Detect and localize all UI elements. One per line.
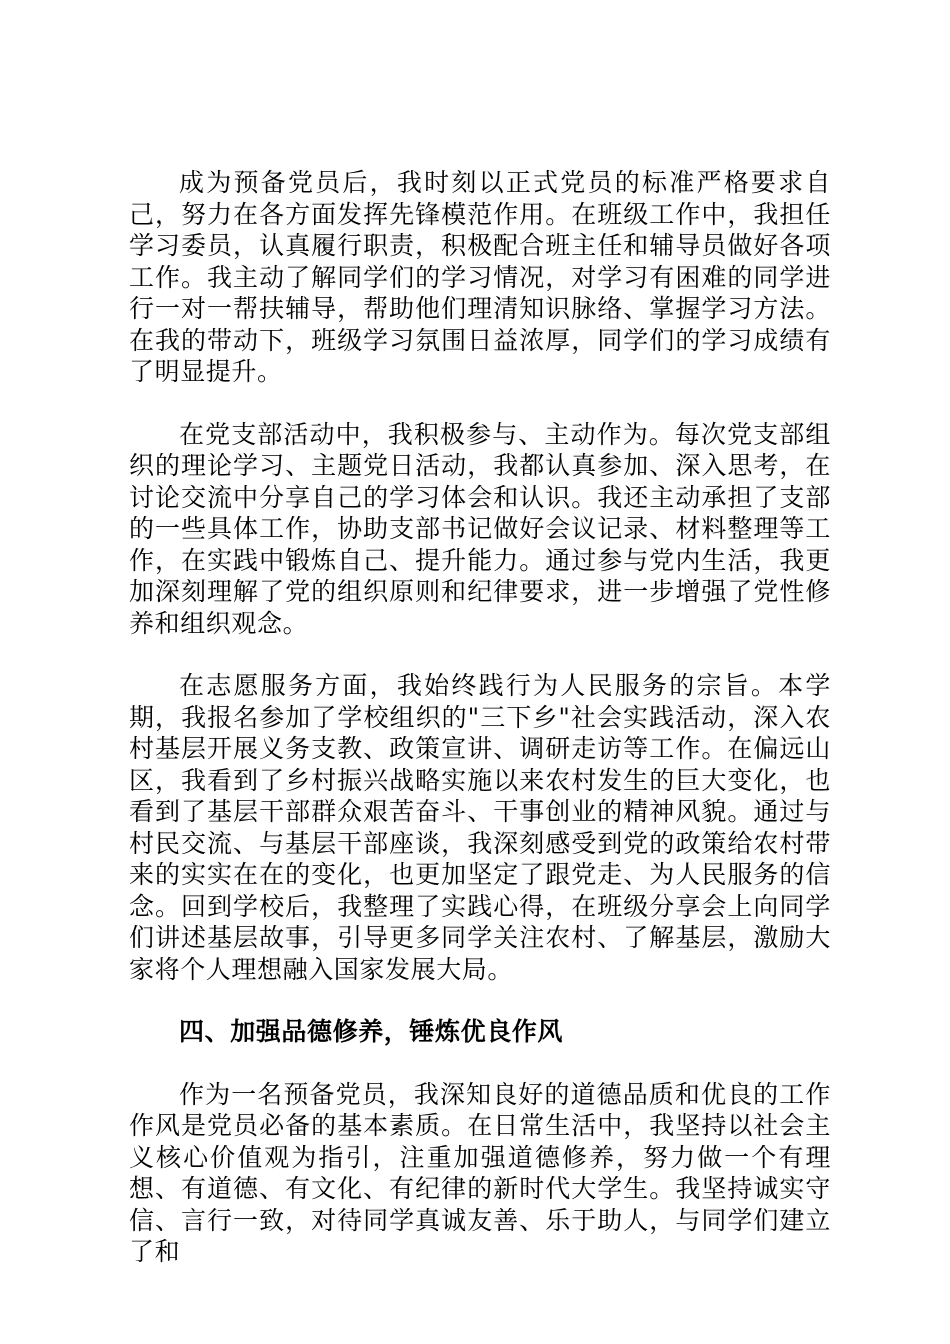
document-page [129,167,831,1268]
paragraph-moral-cultivation: 作为一名预备党员，我深知良好的道德品质和优良的工作作风是党员必备的基本素质。在日常生活中，我坚持以社会主义核心价值观为指引，注重加强道德修养，努力做一个有理想、有道德、有文化、有纪律的新时代大学生。我坚持诚实守信、言行一致，对待同学真诚友善、乐于助人，与同学们建立了和 [129,1079,831,1266]
section-heading-4: 四、加强品德修养，锤炼优良作风 [179,1017,564,1046]
paragraph-class-work: 成为预备党员后，我时刻以正式党员的标准严格要求自己，努力在各方面发挥先锋模范作用。在班级工作中，我担任学习委员，认真履行职责，积极配合班主任和辅导员做好各项工作。我主动了解同学们的学习情况，对学习有困难的同学进行一对一帮扶辅导，帮助他们理清知识脉络、掌握学习方法。在我的带动下，班级学习氛围日益浓厚，同学们的学习成绩有了明显提升。 [129,168,831,386]
paragraph-volunteer-service: 在志愿服务方面，我始终践行为人民服务的宗旨。本学期，我报名参加了学校组织的"三下乡"社会实践活动，深入农村基层开展义务支教、政策宣讲、调研走访等工作。在偏远山区，我看到了乡村振兴战略实施以来农村发生的巨大变化，也看到了基层干部群众艰苦奋斗、干事创业的精神风貌。通过与村民交流、与基层干部座谈，我深刻感受到党的政策给农村带来的实实在在的变化，也更加坚定了跟党走、为人民服务的信念。回到学校后，我整理了实践心得，在班级分享会上向同学们讲述基层故事，引导更多同学关注农村、了解基层，激励大家将个人理想融入国家发展大局。 [129,671,831,984]
paragraph-party-branch: 在党支部活动中，我积极参与、主动作为。每次党支部组织的理论学习、主题党日活动，我都认真参加、深入思考，在讨论交流中分享自己的学习体会和认识。我还主动承担了支部的一些具体工作，协助支部书记做好会议记录、材料整理等工作，在实践中锻炼自己、提升能力。通过参与党内生活，我更加深刻理解了党的组织原则和纪律要求，进一步增强了党性修养和组织观念。 [129,419,831,638]
